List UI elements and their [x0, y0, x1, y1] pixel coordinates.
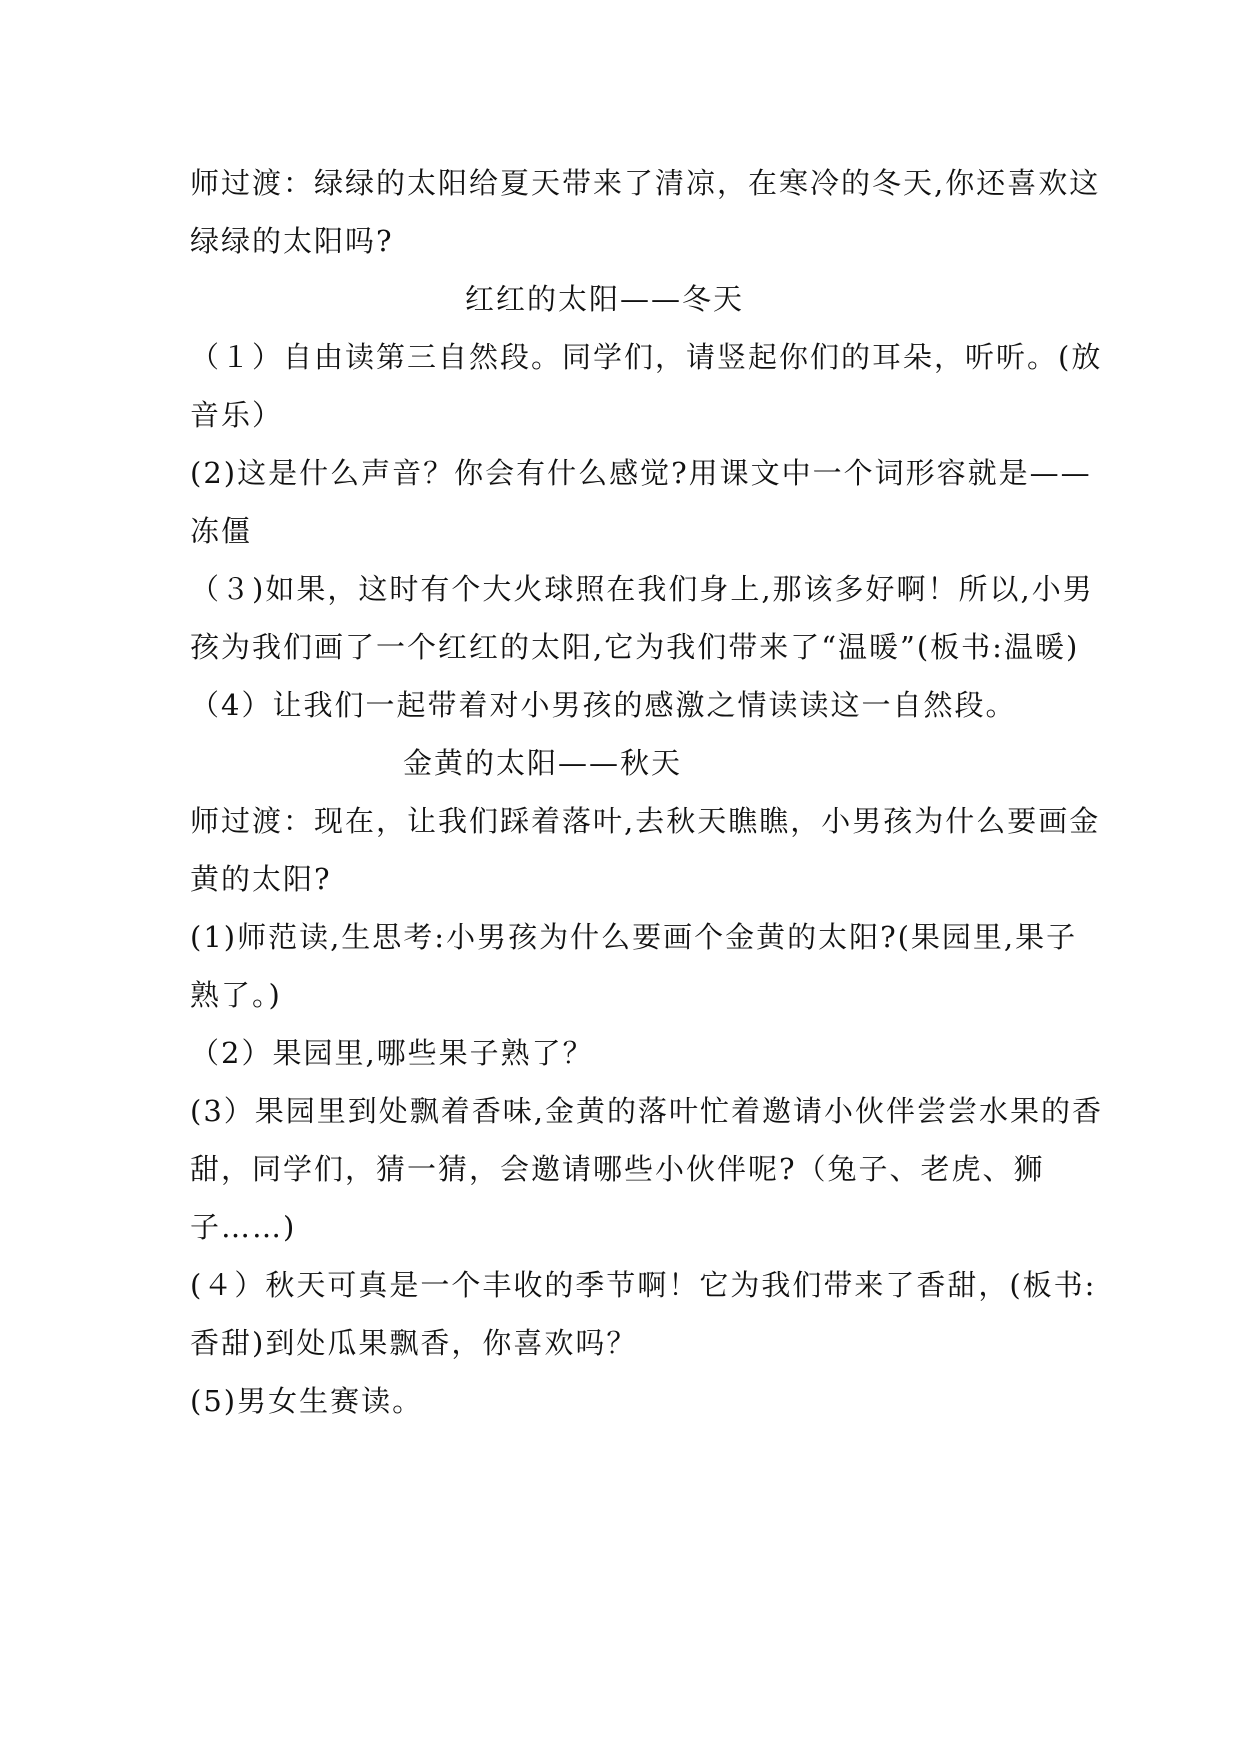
paragraph-line: 香甜)到处瓜果飘香，你喜欢吗？: [190, 1326, 638, 1360]
paragraph-line: 黄的太阳?: [190, 862, 332, 896]
paragraph-line: 音乐）: [190, 398, 284, 432]
paragraph-line: 甜，同学们，猜一猜，会邀请哪些小伙伴呢?（兔子、老虎、狮: [190, 1152, 1045, 1186]
paragraph-line: （2）果园里,哪些果子熟了？: [190, 1036, 594, 1070]
paragraph-line: (3）果园里到处飘着香味,金黄的落叶忙着邀请小伙伴尝尝水果的香: [190, 1094, 1103, 1128]
paragraph-line: （３)如果，这时有个大火球照在我们身上,那该多好啊！所以,小男: [190, 572, 1094, 606]
paragraph-line: 绿绿的太阳吗?: [190, 224, 394, 258]
section-heading-autumn: 金黄的太阳——秋天: [403, 746, 683, 780]
paragraph-line: (5)男女生赛读。: [190, 1384, 424, 1418]
paragraph-line: 冻僵: [190, 514, 253, 548]
section-heading-winter: 红红的太阳——冬天: [465, 282, 745, 316]
paragraph-line: (４）秋天可真是一个丰收的季节啊！它为我们带来了香甜，(板书:: [190, 1268, 1097, 1302]
paragraph-line: (1)师范读,生思考:小男孩为什么要画个金黄的太阳?(果园里,果子: [190, 920, 1078, 954]
paragraph-line: （１）自由读第三自然段。同学们，请竖起你们的耳朵，听听。(放: [190, 340, 1103, 374]
paragraph-line: 子……): [190, 1210, 297, 1244]
paragraph-line: （4）让我们一起带着对小男孩的感激之情读读这一自然段。: [190, 688, 1017, 722]
paragraph-line: 师过渡：绿绿的太阳给夏天带来了清凉，在寒冷的冬天,你还喜欢这: [190, 166, 1101, 200]
paragraph-line: 师过渡：现在，让我们踩着落叶,去秋天瞧瞧，小男孩为什么要画金: [190, 804, 1101, 838]
paragraph-line: 孩为我们画了一个红红的太阳,它为我们带来了“温暖”(板书:温暖): [190, 630, 1080, 664]
paragraph-line: (2)这是什么声音？你会有什么感觉?用课文中一个词形容就是——: [190, 456, 1092, 490]
paragraph-line: 熟了。): [190, 978, 282, 1012]
